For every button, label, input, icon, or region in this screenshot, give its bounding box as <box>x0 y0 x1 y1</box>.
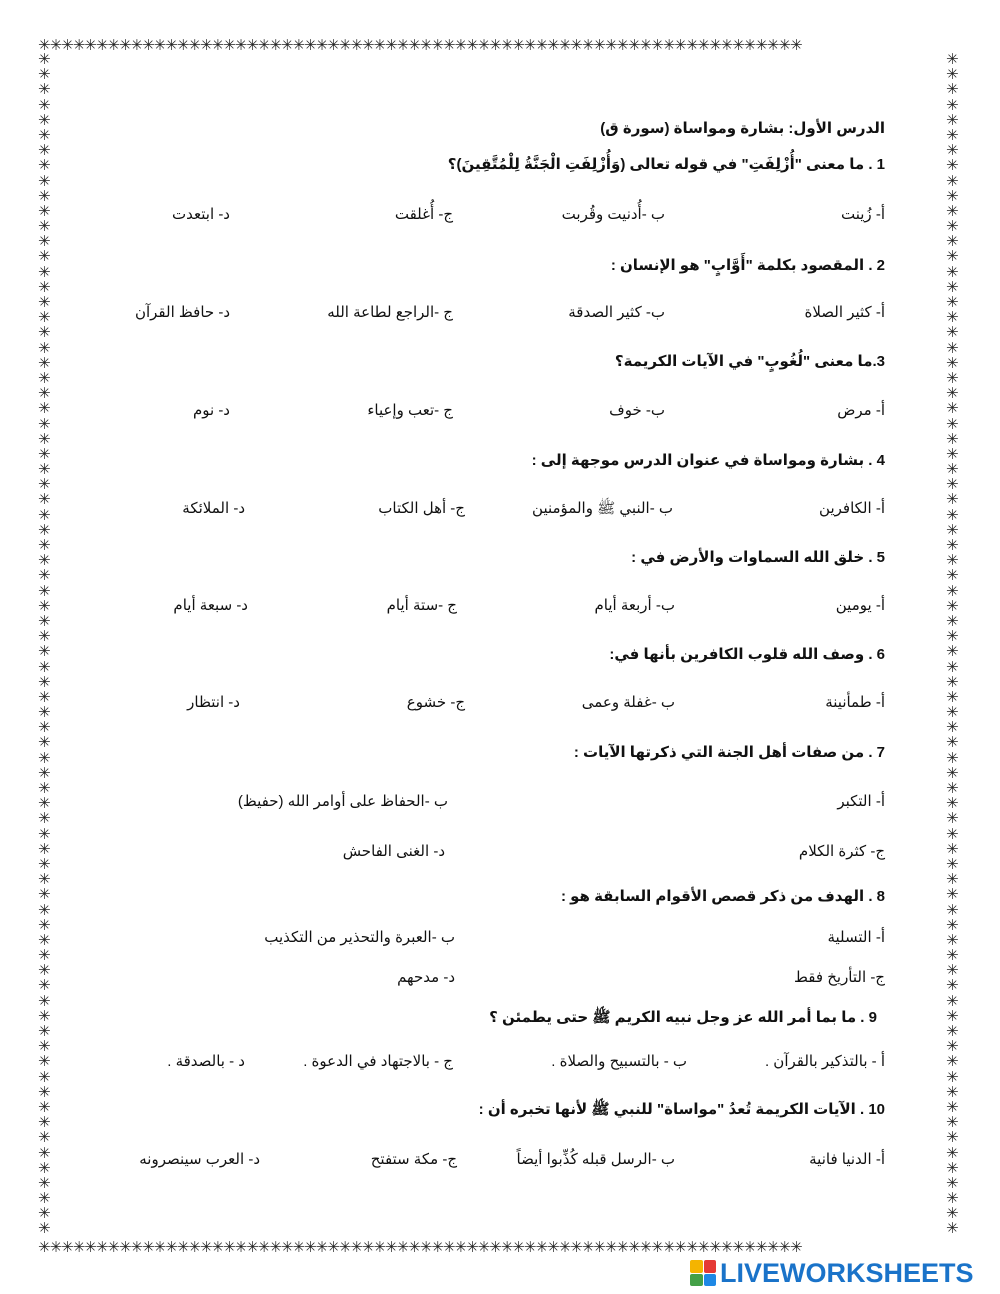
option-b[interactable]: ب- أربعة أيام <box>594 597 675 614</box>
border-left: ✳ ✳ ✳ ✳ ✳ ✳ ✳ ✳ ✳ ✳ ✳ ✳ ✳ ✳ ✳ ✳ ✳ ✳ ✳ ✳ ✳ ✳ ✳ ✳ ✳ ✳ ✳ ✳ ✳ ✳ ✳ ✳ ✳ ✳ ✳ ✳ ✳ ✳ ✳ ✳ ✳ ✳ ✳ ✳ ✳ ✳ ✳ ✳ ✳ ✳ ✳ ✳ ✳ ✳ ✳ ✳ ✳ ✳ ✳ ✳ ✳ ✳ ✳ ✳ ✳ ✳ ✳ ✳ ✳ ✳ ✳ ✳ ✳ ✳ ✳ ✳ ✳ ✳ <box>38 52 51 1238</box>
option-a[interactable]: أ- طمأنينة <box>825 694 885 711</box>
question-text: 1 . ما معنى "أُزْلِفَتِ" في قوله تعالى (وَأُزْلِفَتِ الْجَنَّةُ لِلْمُتَّقِينَ)؟ <box>447 156 885 173</box>
option-d[interactable]: د- مدحهم <box>397 969 455 986</box>
option-c[interactable]: ج- أهل الكتاب <box>378 500 465 517</box>
option-b[interactable]: ب -الرسل قبله كُذِّبوا أيضاً <box>516 1151 675 1168</box>
option-a[interactable]: أ- كثير الصلاة <box>804 304 885 321</box>
logo-square-icon <box>690 1274 703 1287</box>
option-a[interactable]: أ - بالتذكير بالقرآن . <box>764 1053 885 1070</box>
option-a[interactable]: أ- زُينت <box>840 206 885 223</box>
option-d[interactable]: د- نوم <box>192 402 230 419</box>
question-text: 5 . خلق الله السماوات والأرض في : <box>631 549 885 566</box>
option-c[interactable]: ج -الراجع لطاعة الله <box>327 304 453 321</box>
option-c[interactable]: ج- كثرة الكلام <box>798 843 885 860</box>
question-text: 2 . المقصود بكلمة "أَوَّابٍ" هو الإنسان : <box>610 257 885 274</box>
option-c[interactable]: ج- خشوع <box>406 694 465 711</box>
question-text: 8 . الهدف من ذكر قصص الأقوام السابقة هو : <box>560 888 885 905</box>
logo-text: LIVEWORKSHEETS <box>720 1257 974 1288</box>
logo-mark-icon <box>690 1260 716 1286</box>
option-c[interactable]: ج- أُغلقت <box>394 206 453 223</box>
option-b[interactable]: ب -أُدنيت وقُربت <box>561 206 665 223</box>
question-text: 10 . الآيات الكريمة تُعدُ "مواساة" للنبي ﷺ لأنها تخبره أن : <box>478 1101 885 1118</box>
logo-square-icon <box>704 1260 717 1273</box>
option-c[interactable]: ج- مكة ستفتح <box>370 1151 457 1168</box>
logo-square-icon <box>704 1274 717 1287</box>
option-a[interactable]: أ- التكبر <box>837 793 885 810</box>
option-d[interactable]: د- العرب سينصرونه <box>139 1151 260 1168</box>
question-text: 9 . ما بما أمر الله عز وجل نبيه الكريم ﷺ حتى يطمئن ؟ <box>489 1009 877 1026</box>
border-bottom: ✳✳✳✳✳✳✳✳✳✳✳✳✳✳✳✳✳✳✳✳✳✳✳✳✳✳✳✳✳✳✳✳✳✳✳✳✳✳✳✳✳✳✳✳✳✳✳✳✳✳✳✳✳✳✳✳✳✳✳✳✳✳✳✳✳✳ <box>38 1240 802 1256</box>
option-b[interactable]: ب -العبرة والتحذير من التكذيب <box>264 929 455 946</box>
option-a[interactable]: أ- الدنيا فانية <box>809 1151 885 1168</box>
option-b[interactable]: ب- خوف <box>609 402 665 419</box>
question-text: 4 . بشارة ومواساة في عنوان الدرس موجهة إلى : <box>531 452 885 469</box>
question-text: 6 . وصف الله قلوب الكافرين بأنها في: <box>609 646 885 663</box>
option-b[interactable]: ب -النبي ﷺ والمؤمنين <box>532 500 673 517</box>
option-d[interactable]: د- سبعة أيام <box>173 597 248 614</box>
option-d[interactable]: د- حافظ القرآن <box>134 304 230 321</box>
option-d[interactable]: د- الملائكة <box>182 500 245 517</box>
option-c[interactable]: ج -تعب وإعياء <box>367 402 453 419</box>
option-c[interactable]: ج- التأريخ فقط <box>794 969 885 986</box>
option-d[interactable]: د- الغنى الفاحش <box>342 843 445 860</box>
logo-square-icon <box>690 1260 703 1273</box>
option-a[interactable]: أ- التسلية <box>827 929 885 946</box>
question-text: 3.ما معنى "لُغُوبٍ" في الآيات الكريمة؟ <box>614 353 885 370</box>
border-right: ✳ ✳ ✳ ✳ ✳ ✳ ✳ ✳ ✳ ✳ ✳ ✳ ✳ ✳ ✳ ✳ ✳ ✳ ✳ ✳ ✳ ✳ ✳ ✳ ✳ ✳ ✳ ✳ ✳ ✳ ✳ ✳ ✳ ✳ ✳ ✳ ✳ ✳ ✳ ✳ ✳ ✳ ✳ ✳ ✳ ✳ ✳ ✳ ✳ ✳ ✳ ✳ ✳ ✳ ✳ ✳ ✳ ✳ ✳ ✳ ✳ ✳ ✳ ✳ ✳ ✳ ✳ ✳ ✳ ✳ ✳ ✳ ✳ ✳ ✳ ✳ ✳ ✳ <box>946 52 959 1238</box>
option-b[interactable]: ب -غفلة وعمى <box>581 694 675 711</box>
option-b[interactable]: ب - بالتسبيح والصلاة . <box>551 1053 687 1070</box>
option-d[interactable]: د - بالصدقة . <box>167 1053 245 1070</box>
option-c[interactable]: ج - بالاجتهاد في الدعوة . <box>303 1053 453 1070</box>
option-b[interactable]: ب- كثير الصدقة <box>568 304 665 321</box>
question-text: 7 . من صفات أهل الجنة التي ذكرتها الآيات : <box>573 744 885 761</box>
option-b[interactable]: ب -الحفاظ على أوامر الله (حفيظ) <box>237 793 448 810</box>
border-top: ✳✳✳✳✳✳✳✳✳✳✳✳✳✳✳✳✳✳✳✳✳✳✳✳✳✳✳✳✳✳✳✳✳✳✳✳✳✳✳✳✳✳✳✳✳✳✳✳✳✳✳✳✳✳✳✳✳✳✳✳✳✳✳✳✳✳ <box>38 38 802 54</box>
option-a[interactable]: أ- يومين <box>835 597 885 614</box>
option-a[interactable]: أ- مرض <box>837 402 885 419</box>
lesson-title: الدرس الأول: بشارة ومواساة (سورة ق) <box>600 120 885 137</box>
option-a[interactable]: أ- الكافرين <box>819 500 885 517</box>
option-c[interactable]: ج -ستة أيام <box>386 597 457 614</box>
liveworksheets-logo[interactable] <box>690 1258 974 1288</box>
option-d[interactable]: د- انتظار <box>187 694 240 711</box>
option-d[interactable]: د- ابتعدت <box>172 206 230 223</box>
